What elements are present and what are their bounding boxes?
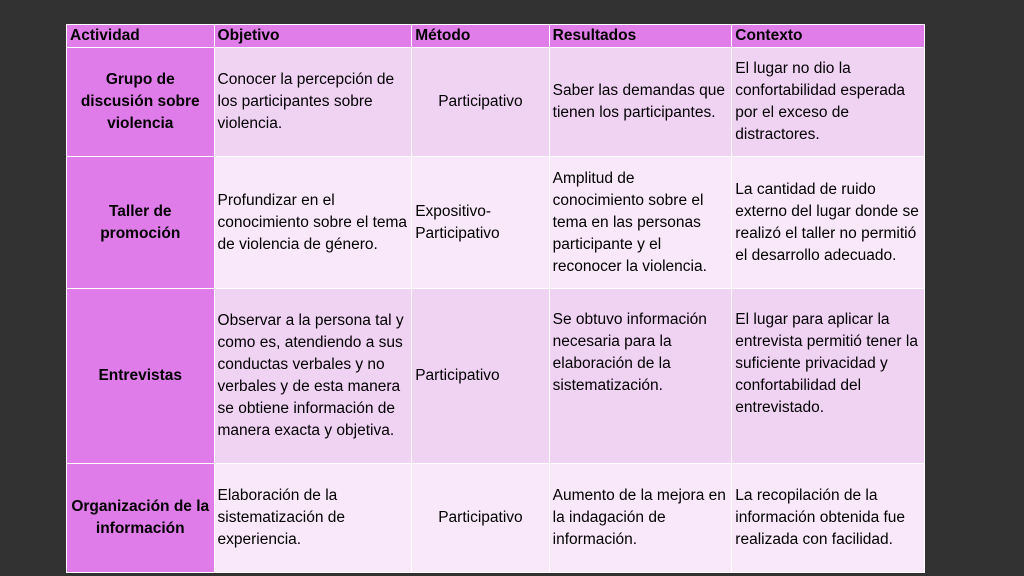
table-row — [67, 48, 925, 157]
resultados-cell: Se obtuvo información necesaria para la elaboración de la sistematización. — [549, 289, 732, 464]
table-header-row — [67, 25, 925, 48]
header-actividad: Actividad — [67, 25, 215, 48]
resultados-cell: Aumento de la mejora en la indagación de información. — [549, 464, 732, 573]
table-row — [67, 464, 925, 573]
objetivo-cell: Conocer la percepción de los participantes sobre violencia. — [214, 48, 412, 157]
metodo-cell: Participativo — [412, 48, 549, 157]
table-row — [67, 289, 925, 464]
table-row — [67, 157, 925, 289]
objetivo-cell: Elaboración de la sistematización de experiencia. — [214, 464, 412, 573]
metodo-cell: Participativo — [412, 289, 549, 464]
activity-cell: Organización de la información — [67, 464, 215, 573]
header-metodo: Método — [412, 25, 549, 48]
contexto-cell: El lugar para aplicar la entrevista permitió tener la suficiente privacidad y confortabilidad del entrevistado. — [732, 289, 925, 464]
objetivo-cell: Observar a la persona tal y como es, atendiendo a sus conductas verbales y no verbales y de esta manera se obtiene información de manera exacta y objetiva. — [214, 289, 412, 464]
resultados-cell: Saber las demandas que tienen los participantes. — [549, 48, 732, 157]
header-objetivo: Objetivo — [214, 25, 412, 48]
activity-cell: Entrevistas — [67, 289, 215, 464]
activity-cell: Taller de promoción — [67, 157, 215, 289]
activity-cell: Grupo de discusión sobre violencia — [67, 48, 215, 157]
metodo-cell: Participativo — [412, 464, 549, 573]
header-contexto: Contexto — [732, 25, 925, 48]
resultados-cell: Amplitud de conocimiento sobre el tema en las personas participante y el reconocer la violencia. — [549, 157, 732, 289]
metodo-cell: Expositivo-Participativo — [412, 157, 549, 289]
activities-table — [66, 24, 925, 573]
objetivo-cell: Profundizar en el conocimiento sobre el tema de violencia de género. — [214, 157, 412, 289]
contexto-cell: La cantidad de ruido externo del lugar donde se realizó el taller no permitió el desarrollo adecuado. — [732, 157, 925, 289]
header-resultados: Resultados — [549, 25, 732, 48]
contexto-cell: El lugar no dio la confortabilidad esperada por el exceso de distractores. — [732, 48, 925, 157]
contexto-cell: La recopilación de la información obtenida fue realizada con facilidad. — [732, 464, 925, 573]
